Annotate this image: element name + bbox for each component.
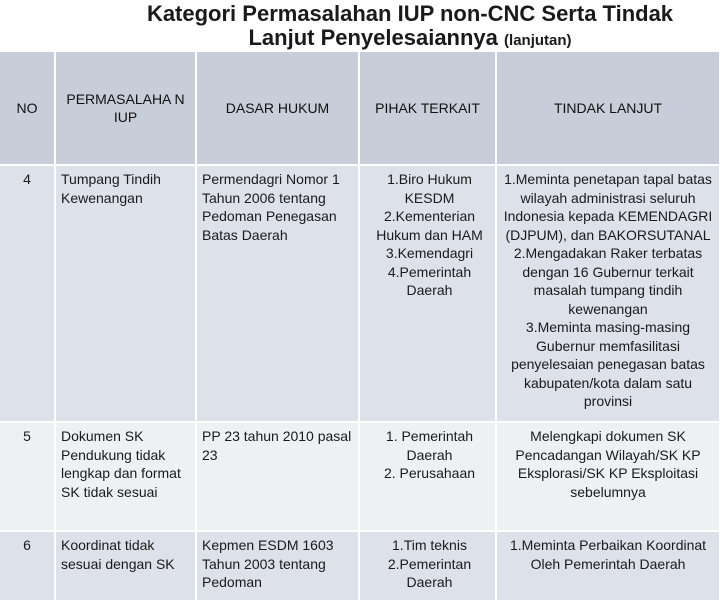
pihak-list <box>365 536 490 592</box>
cell-pihak-terkait <box>359 422 496 531</box>
list-item: 1.Meminta penetapan tapal batas wilayah administrasi seluruh Indonesia kepada KEMENDAGRI (DJPUM), dan BAKORSUTANAL <box>503 171 713 243</box>
cell-pihak-terkait <box>359 531 496 601</box>
list-item: 2.Mengadakan Raker terbatas dengan 16 Gubernur terkait masalah tumpang tindih kewenangan <box>513 245 703 317</box>
pihak-list <box>365 427 490 483</box>
issues-table <box>0 52 720 602</box>
cell-dasar-hukum: PP 23 tahun 2010 pasal 23 <box>196 422 359 531</box>
list-item: 1.Meminta Perbaikan Koordinat Oleh Pemerintah Daerah <box>509 537 707 572</box>
cell-permasalahan: Tumpang Tindih Kewenangan <box>55 165 196 422</box>
header-no: NO <box>0 52 55 165</box>
cell-permasalahan: Koordinat tidak sesuai dengan SK <box>55 531 196 601</box>
header-permasalahan: PERMASALAHA N IUP <box>55 52 196 165</box>
page-title <box>0 2 720 53</box>
list-item: 2.Kementerian Hukum dan HAM <box>376 208 483 243</box>
title-line-2-text: Lanjut Penyelesaiannya <box>248 25 498 50</box>
table-row <box>0 531 720 601</box>
table-row <box>0 165 720 422</box>
header-dasar-hukum: DASAR HUKUM <box>196 52 359 165</box>
pihak-list <box>365 170 490 300</box>
cell-dasar-hukum: Kepmen ESDM 1603 Tahun 2003 tentang Pedoman <box>196 531 359 601</box>
cell-permasalahan: Dokumen SK Pendukung tidak lengkap dan format SK tidak sesuai <box>55 422 196 531</box>
cell-tindak-lanjut: Melengkapi dokumen SK Pencadangan Wilayah/SK KP Eksplorasi/SK KP Eksploitasi sebelumnya <box>496 422 720 531</box>
cell-tindak-lanjut <box>496 531 720 601</box>
cell-dasar-hukum: Permendagri Nomor 1 Tahun 2006 tentang Pedoman Penegasan Batas Daerah <box>196 165 359 422</box>
table-header-row <box>0 52 720 165</box>
tindak-list <box>502 536 714 573</box>
cell-no: 6 <box>0 531 55 601</box>
title-suffix: (lanjutan) <box>504 32 572 49</box>
list-item: 3.Meminta masing-masing Gubernur memfasilitasi penyelesaian penegasan batas kabupaten/kota dalam satu provinsi <box>511 319 705 409</box>
list-item: 4.Pemerintah Daerah <box>387 263 472 298</box>
title-line-1: Kategori Permasalahan IUP non-CNC Serta Tindak <box>146 1 674 26</box>
cell-no: 5 <box>0 422 55 531</box>
header-tindak-lanjut: TINDAK LANJUT <box>496 52 720 165</box>
cell-no: 4 <box>0 165 55 422</box>
cell-tindak-lanjut <box>496 165 720 422</box>
title-line-2 <box>0 26 720 53</box>
list-item: 3.Kemendagri <box>385 245 474 261</box>
tindak-list <box>502 170 714 411</box>
table-row <box>0 422 720 531</box>
cell-pihak-terkait <box>359 165 496 422</box>
list-item: 1. Pemerintah Daerah <box>385 428 474 463</box>
list-item: 2.Pemerintan Daerah <box>387 555 472 590</box>
list-item: 1.Tim teknis <box>392 537 467 553</box>
list-item: 2. Perusahaan <box>383 465 476 481</box>
list-item: 1.Biro Hukum KESDM <box>387 171 472 206</box>
header-pihak-terkait: PIHAK TERKAIT <box>359 52 496 165</box>
